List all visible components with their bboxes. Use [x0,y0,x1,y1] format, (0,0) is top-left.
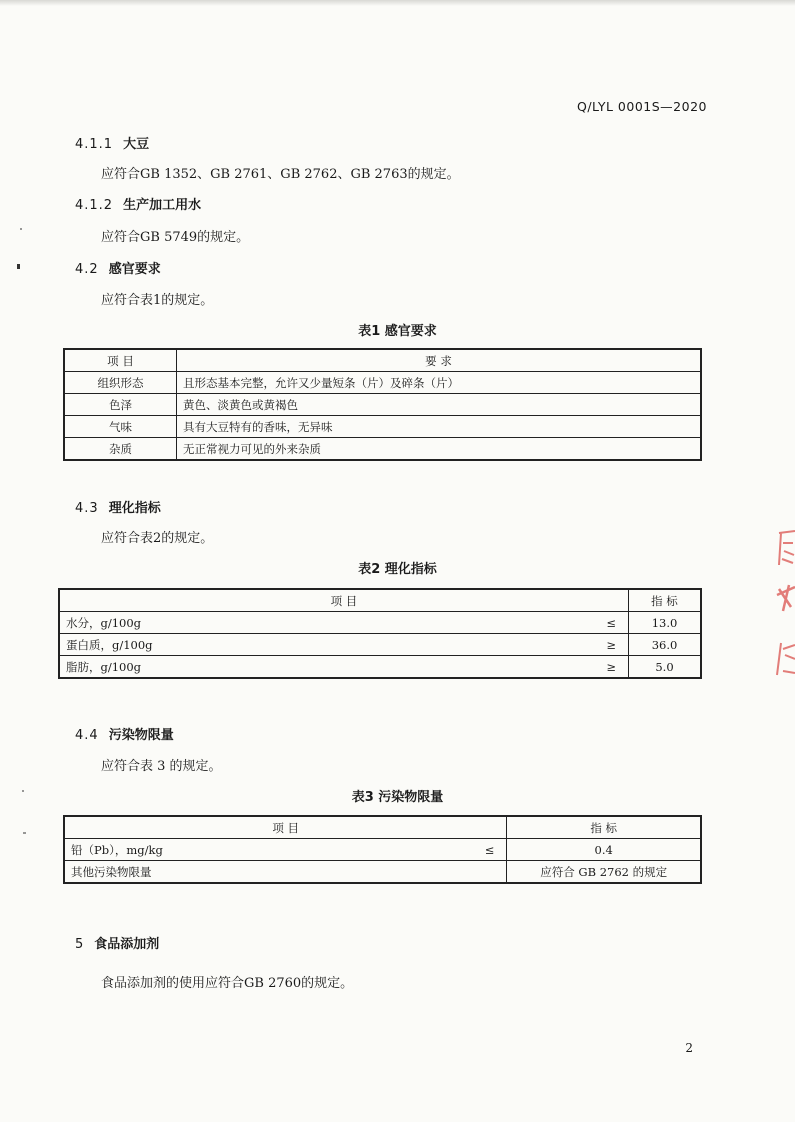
heading-4-3 [75,497,161,516]
scan-edge [0,0,795,6]
table-cell: 色泽 [64,394,177,416]
table-sensory [63,348,702,461]
table-header-row [64,816,701,839]
table-header-cell: 要 求 [177,349,702,372]
table-header-cell: 项 目 [64,349,177,372]
heading-5 [75,933,159,952]
section-number: 4.3 [75,501,99,516]
table-cell: 组织形态 [64,372,177,394]
seal-stamp-fragment [769,525,795,685]
table-header-cell: 项 目 [59,589,628,612]
heading-4-1-1 [75,133,149,152]
table-cell: 无正常视力可见的外来杂质 [177,438,702,461]
table-cell-symbol [448,861,507,884]
paragraph-4-3: 应符合表2的规定。 [101,531,214,546]
table-row [59,634,701,656]
table-cell-symbol: ≤ [570,612,629,634]
section-number: 4.1.2 [75,198,114,213]
table-cell-symbol: ≥ [570,656,629,679]
section-number: 4.2 [75,262,99,277]
section-title: 感官要求 [108,262,161,277]
table-cell: 铅（Pb），mg/kg [64,839,448,861]
table-physicochemical [58,588,702,679]
table-cell-symbol: ≤ [448,839,507,861]
table-cell: 36.0 [628,634,701,656]
table-cell: 13.0 [628,612,701,634]
table-header-row [59,589,701,612]
table-cell: 水分，g/100g [59,612,570,634]
table-header-cell: 指 标 [507,816,701,839]
section-title: 理化指标 [108,501,161,516]
table-cell: 5.0 [628,656,701,679]
table1-caption: 表1 感官要求 [358,324,437,339]
paragraph-5: 食品添加剂的使用应符合GB 2760的规定。 [101,976,354,991]
table-row [64,438,701,461]
table3-caption: 表3 污染物限量 [351,790,444,805]
table-row [64,861,701,884]
table-cell: 且形态基本完整，允许又少量短条（片）及碎条（片） [177,372,702,394]
table-contaminants [63,815,702,884]
paragraph-4-1-2: 应符合GB 5749的规定。 [101,230,250,245]
table-row [64,394,701,416]
table-row [64,372,701,394]
section-number: 5 [75,937,85,952]
section-title: 食品添加剂 [94,937,160,952]
table-cell: 杂质 [64,438,177,461]
scan-speck [22,790,24,792]
table-row [59,656,701,679]
standard-number: Q/LYL 0001S—2020 [577,99,707,114]
section-title: 生产加工用水 [123,198,202,213]
table-header-cell: 项 目 [64,816,507,839]
section-number: 4.1.1 [75,137,114,152]
scan-speck [20,228,22,230]
table-cell: 黄色、淡黄色或黄褐色 [177,394,702,416]
table-cell-symbol: ≥ [570,634,629,656]
table-cell: 蛋白质，g/100g [59,634,570,656]
page-number: 2 [685,1041,693,1055]
table-cell: 气味 [64,416,177,438]
table-cell: 其他污染物限量 [64,861,448,884]
paragraph-4-4: 应符合表 3 的规定。 [101,759,222,774]
scan-speck [23,832,26,834]
table2-caption: 表2 理化指标 [358,562,437,577]
section-title: 污染物限量 [108,728,174,743]
table-cell: 应符合 GB 2762 的规定 [507,861,701,884]
scan-speck [17,264,20,269]
heading-4-4 [75,724,174,743]
table-cell: 具有大豆特有的香味，无异味 [177,416,702,438]
heading-4-1-2 [75,194,201,213]
table-cell: 脂肪，g/100g [59,656,570,679]
paragraph-4-1-1: 应符合GB 1352、GB 2761、GB 2762、GB 2763的规定。 [101,167,460,182]
table-row [59,612,701,634]
heading-4-2 [75,258,161,277]
section-title: 大豆 [123,137,150,152]
section-number: 4.4 [75,728,99,743]
table-row [64,416,701,438]
paragraph-4-2: 应符合表1的规定。 [101,293,214,308]
table-header-row [64,349,701,372]
table-row [64,839,701,861]
table-cell: 0.4 [507,839,701,861]
table-header-cell: 指 标 [628,589,701,612]
